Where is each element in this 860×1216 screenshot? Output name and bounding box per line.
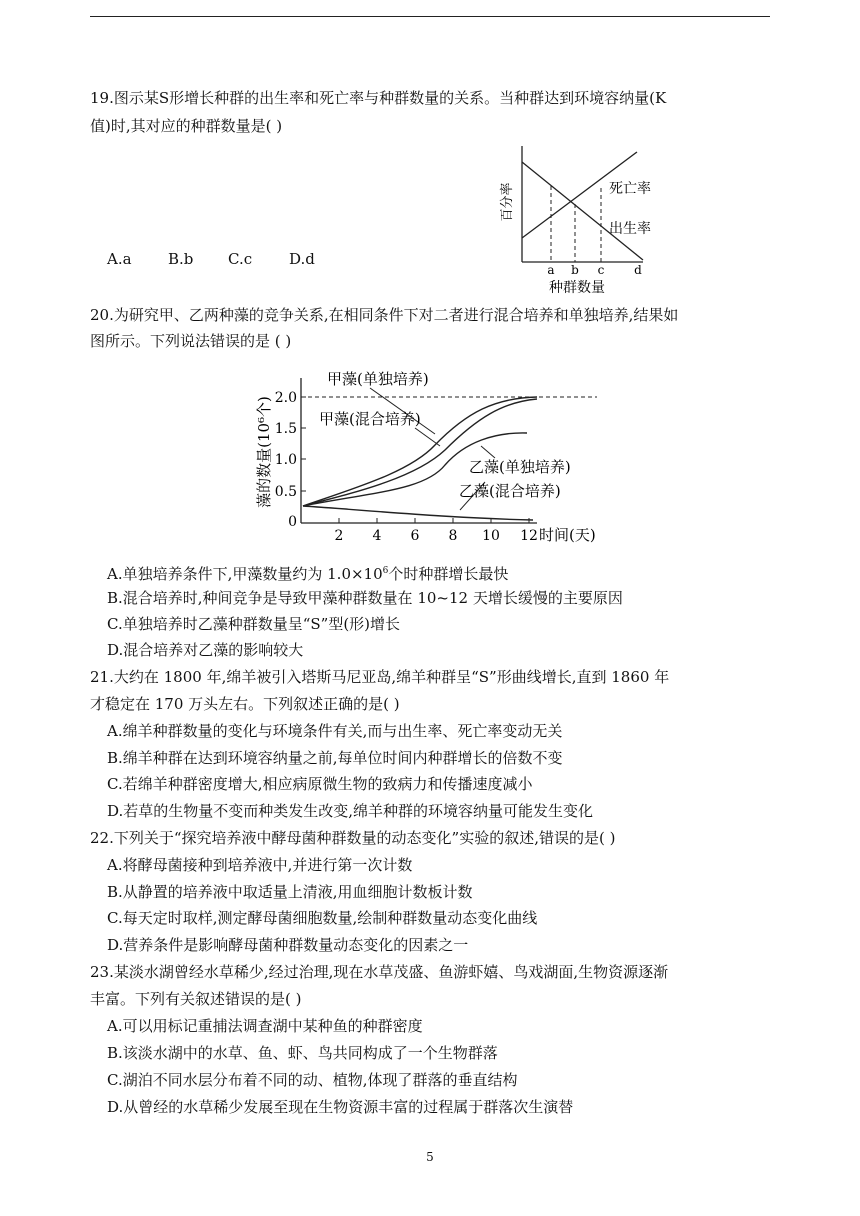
q21-stem-line2: 才稳定在 170 万头左右。下列叙述正确的是( ) (90, 695, 400, 713)
q19-stem-line2: 值)时,其对应的种群数量是( ) (90, 117, 283, 135)
q20-ytick-0.5: 0.5 (274, 484, 297, 500)
q20-xtick-6: 6 (410, 528, 420, 544)
q20-option-a: A.单独培养条件下,甲藻数量约为 $1.0\times 10^6$个时种群增长最快 (107, 565, 509, 583)
q19-xlabel: 种群数量 (549, 280, 605, 296)
q20-figure (245, 360, 620, 554)
q20-stem-line2: 图所示。下列说法错误的是 ( ) (90, 332, 292, 350)
q20-ytick-0: 0 (288, 514, 297, 530)
q20-xlabel: 时间(天) (539, 526, 596, 544)
q20-option-c: C.单独培养时乙藻种群数量呈“S”型(形)增长 (107, 615, 401, 633)
q19-option-a: A.a (107, 250, 132, 268)
q19-option-b: B.b (168, 250, 194, 268)
q21-stem-line1: 21.大约在 1800 年,绵羊被引入塔斯马尼亚岛,绵羊种群呈“S”形曲线增长,直到 1860 年 (90, 668, 670, 686)
q20-label-jia-mixed: 甲藻(混合培养) (319, 410, 421, 428)
q20-xtick-12: 12 (520, 528, 538, 544)
q21-option-c: C.若绵羊种群密度增大,相应病原微生物的致病力和传播速度减小 (107, 775, 533, 793)
q22-option-a: A.将酵母菌接种到培养液中,并进行第一次计数 (107, 856, 413, 874)
q20-curve-yi-mixed (303, 506, 533, 520)
q23-stem-line2: 丰富。下列有关叙述错误的是( ) (90, 990, 302, 1008)
q20-ylabel: 藻的数量(10⁶个) (255, 396, 273, 508)
q23-stem-line1: 23.某淡水湖曾经水草稀少,经过治理,现在水草茂盛、鱼游虾嬉、鸟戏湖面,生物资源逐渐 (90, 963, 669, 981)
q23-option-a: A.可以用标记重捕法调查湖中某种鱼的种群密度 (107, 1017, 423, 1035)
q20-xtick-10: 10 (482, 528, 500, 544)
q22-option-c: C.每天定时取样,测定酵母菌细胞数量,绘制种群数量动态变化曲线 (107, 909, 538, 927)
q20-ytick-1.5: 1.5 (274, 421, 297, 437)
q23-option-c: C.湖泊不同水层分布着不同的动、植物,体现了群落的垂直结构 (107, 1071, 518, 1089)
q22-stem: 22.下列关于“探究培养液中酵母菌种群数量的动态变化”实验的叙述,错误的是( ) (90, 829, 616, 847)
q20-xtick-2: 2 (334, 528, 344, 544)
q19-death-label: 死亡率 (609, 181, 651, 197)
q19-birth-label: 出生率 (609, 221, 651, 237)
q20-stem-line1: 20.为研究甲、乙两种藻的竞争关系,在相同条件下对二者进行混合培养和单独培养,结果如 (90, 306, 679, 324)
q20-ytick-2.0: 2.0 (274, 390, 297, 406)
q19-figure (495, 140, 675, 304)
q23-option-b: B.该淡水湖中的水草、鱼、虾、鸟共同构成了一个生物群落 (107, 1044, 498, 1062)
page-number: 5 (426, 1150, 434, 1164)
header-rule (90, 16, 770, 17)
q21-option-d: D.若草的生物量不变而种类发生改变,绵羊种群的环境容纳量可能发生变化 (107, 802, 594, 820)
q21-option-a: A.绵羊种群数量的变化与环境条件有关,而与出生率、死亡率变动无关 (107, 722, 563, 740)
q19-option-d: D.d (289, 250, 315, 268)
q20-label-yi-alone: 乙藻(单独培养) (469, 458, 571, 476)
q19-tick-a: a (547, 263, 555, 277)
q21-option-b: B.绵羊种群在达到环境容纳量之前,每单位时间内种群增长的倍数不变 (107, 749, 563, 767)
q22-option-d: D.营养条件是影响酵母菌种群数量动态变化的因素之一 (107, 936, 469, 954)
q19-birth-rate-line (522, 162, 643, 260)
q23-option-d: D.从曾经的水草稀少发展至现在生物资源丰富的过程属于群落次生演替 (107, 1098, 574, 1116)
q19-tick-d: d (634, 263, 642, 277)
q19-ylabel: 百分率 (500, 182, 515, 222)
q19-tick-b: b (571, 263, 579, 277)
q19-option-c: C.c (228, 250, 253, 268)
q19-tick-c: c (597, 263, 605, 277)
q19-stem-line1: 19.图示某S形增长种群的出生率和死亡率与种群数量的关系。当种群达到环境容纳量(K (90, 89, 667, 107)
q20-label-yi-mixed: 乙藻(混合培养) (459, 482, 561, 500)
q20-option-d: D.混合培养对乙藻的影响较大 (107, 641, 304, 659)
q20-label-jia-alone: 甲藻(单独培养) (327, 370, 429, 388)
q20-xtick-8: 8 (448, 528, 458, 544)
q20-ytick-1.0: 1.0 (274, 452, 297, 468)
q22-option-b: B.从静置的培养液中取适量上清液,用血细胞计数板计数 (107, 883, 473, 901)
q20-option-b: B.混合培养时,种间竞争是导致甲藻种群数量在 10~12 天增长缓慢的主要原因 (107, 589, 623, 607)
q20-xtick-4: 4 (372, 528, 382, 544)
